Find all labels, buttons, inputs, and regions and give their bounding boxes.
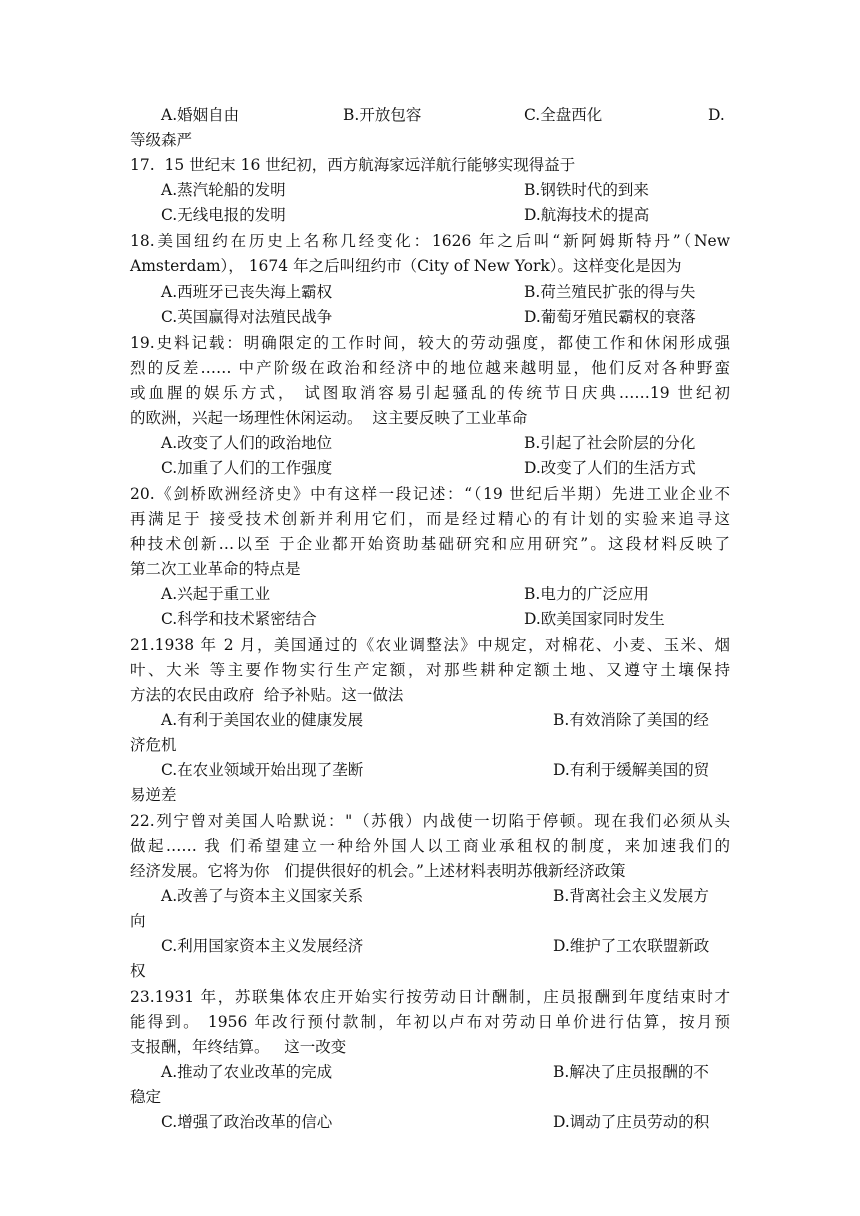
q19-stem-line-3: 或血腥的娱乐方式， 试图取消容易引起骚乱的传统节日庆典……19 世纪初 bbox=[130, 384, 730, 402]
q23-stem-line-3: 支报酬，年终结算。 这一改变 bbox=[130, 1038, 347, 1056]
q18-option-a[interactable]: A.西班牙已丧失海上霸权 bbox=[161, 283, 333, 301]
q20-option-b[interactable]: B.电力的广泛应用 bbox=[524, 585, 649, 603]
q16-option-d-continued: 等级森严 bbox=[130, 131, 193, 149]
q21-option-d-continued: 易逆差 bbox=[130, 786, 177, 804]
q21-option-c[interactable]: C.在农业领域开始出现了垄断 bbox=[161, 761, 364, 779]
q23-stem-line-2: 能得到。 1956 年改行预付款制，年初以卢布对劳动日单价进行估算，按月预 bbox=[130, 1013, 730, 1031]
q20-stem-line-1: 20.《剑桥欧洲经济史》中有这样一段记述：“（19 世纪后半期）先进工业企业不 bbox=[130, 485, 730, 503]
q16-option-d[interactable]: D. bbox=[708, 106, 725, 124]
q22-option-d[interactable]: D.维护了工农联盟新政 bbox=[553, 937, 710, 955]
q22-option-b[interactable]: B.背离社会主义发展方 bbox=[553, 887, 709, 905]
q23-option-a[interactable]: A.推动了农业改革的完成 bbox=[161, 1063, 333, 1081]
q20-stem-line-4: 第二次工业革命的特点是 bbox=[130, 560, 301, 578]
q18-option-b[interactable]: B.荷兰殖民扩张的得与失 bbox=[524, 283, 696, 301]
q22-stem-line-1: 22.列宁曾对美国人哈默说："（苏俄）内战使一切陷于停顿。现在我们必须从头 bbox=[130, 812, 730, 830]
q16-option-c[interactable]: C.全盘西化 bbox=[524, 106, 603, 124]
q23-option-d[interactable]: D.调动了庄员劳动的积 bbox=[553, 1113, 710, 1131]
q19-option-c[interactable]: C.加重了人们的工作强度 bbox=[161, 459, 333, 477]
q20-option-d[interactable]: D.欧美国家同时发生 bbox=[524, 610, 665, 628]
q23-stem-line-1: 23.1931 年，苏联集体农庄开始实行按劳动日计酬制，庄员报酬到年度结束时才 bbox=[130, 988, 730, 1006]
q19-stem-line-1: 19.史料记载：明确限定的工作时间，较大的劳动强度，都使工作和休闲形成强 bbox=[130, 334, 730, 352]
q22-option-d-continued: 权 bbox=[130, 962, 146, 980]
q18-stem-line-1: 18.美国纽约在历史上名称几经变化：1626 年之后叫“新阿姆斯特丹”（New bbox=[130, 232, 730, 250]
q21-option-b-continued: 济危机 bbox=[130, 736, 177, 754]
q22-option-c[interactable]: C.利用国家资本主义发展经济 bbox=[161, 937, 364, 955]
q21-stem-line-1: 21.1938 年 2 月，美国通过的《农业调整法》中规定，对棉花、小麦、玉米、烟 bbox=[130, 636, 730, 654]
q17-option-d[interactable]: D.航海技术的提高 bbox=[524, 206, 650, 224]
q18-stem-line-2: Amsterdam）， 1674 年之后叫纽约市（City of New York）。这样变化是因为 bbox=[130, 257, 682, 275]
q19-stem-line-2: 烈的反差…… 中产阶级在政治和经济中的地位越来越明显，他们反对各种野蛮 bbox=[130, 359, 730, 377]
q22-stem-line-3: 经济发展。它将为你 们提供很好的机会。”上述材料表明苏俄新经济政策 bbox=[130, 862, 626, 880]
q23-option-b-continued: 稳定 bbox=[130, 1088, 162, 1106]
q21-option-b[interactable]: B.有效消除了美国的经 bbox=[553, 711, 709, 729]
q17-option-b[interactable]: B.钢铁时代的到来 bbox=[524, 181, 649, 199]
q18-option-d[interactable]: D.葡萄牙殖民霸权的衰落 bbox=[524, 308, 696, 326]
q21-option-a[interactable]: A.有利于美国农业的健康发展 bbox=[161, 711, 364, 729]
q22-option-b-continued: 向 bbox=[130, 912, 146, 930]
q22-stem-line-2: 做起…… 我 们希望建立一种给外国人以工商业承租权的制度，来加速我们的 bbox=[130, 837, 730, 855]
q19-option-d[interactable]: D.改变了人们的生活方式 bbox=[524, 459, 696, 477]
q21-stem-line-3: 方法的农民由政府 给予补贴。这一做法 bbox=[130, 686, 404, 704]
q22-option-a[interactable]: A.改善了与资本主义国家关系 bbox=[161, 887, 364, 905]
q20-stem-line-3: 种技术创新…以至 于企业都开始资助基础研究和应用研究”。这段材料反映了 bbox=[130, 535, 730, 553]
q20-stem-line-2: 再满足于 接受技术创新并利用它们，而是经过精心的有计划的实验来追寻这 bbox=[130, 510, 730, 528]
q19-option-a[interactable]: A.改变了人们的政治地位 bbox=[161, 434, 333, 452]
q17-stem: 17. 15 世纪末 16 世纪初，西方航海家远洋航行能够实现得益于 bbox=[130, 156, 576, 174]
q19-stem-line-4: 的欧洲，兴起一场理性休闲运动。 这主要反映了工业革命 bbox=[130, 409, 528, 427]
q18-option-c[interactable]: C.英国赢得对法殖民战争 bbox=[161, 308, 333, 326]
q20-option-a[interactable]: A.兴起于重工业 bbox=[161, 585, 271, 603]
q21-option-d[interactable]: D.有利于缓解美国的贸 bbox=[553, 761, 710, 779]
q23-option-c[interactable]: C.增强了政治改革的信心 bbox=[161, 1113, 333, 1131]
q17-option-a[interactable]: A.蒸汽轮船的发明 bbox=[161, 181, 286, 199]
q20-option-c[interactable]: C.科学和技术紧密结合 bbox=[161, 610, 317, 628]
q21-stem-line-2: 叶、大米 等主要作物实行生产定额，对那些耕种定额土地、又遵守土壤保持 bbox=[130, 661, 730, 679]
q16-option-a[interactable]: A.婚姻自由 bbox=[161, 106, 240, 124]
q23-option-b[interactable]: B.解决了庄员报酬的不 bbox=[553, 1063, 709, 1081]
q19-option-b[interactable]: B.引起了社会阶层的分化 bbox=[524, 434, 696, 452]
q17-option-c[interactable]: C.无线电报的发明 bbox=[161, 206, 286, 224]
q16-option-b[interactable]: B.开放包容 bbox=[343, 106, 422, 124]
